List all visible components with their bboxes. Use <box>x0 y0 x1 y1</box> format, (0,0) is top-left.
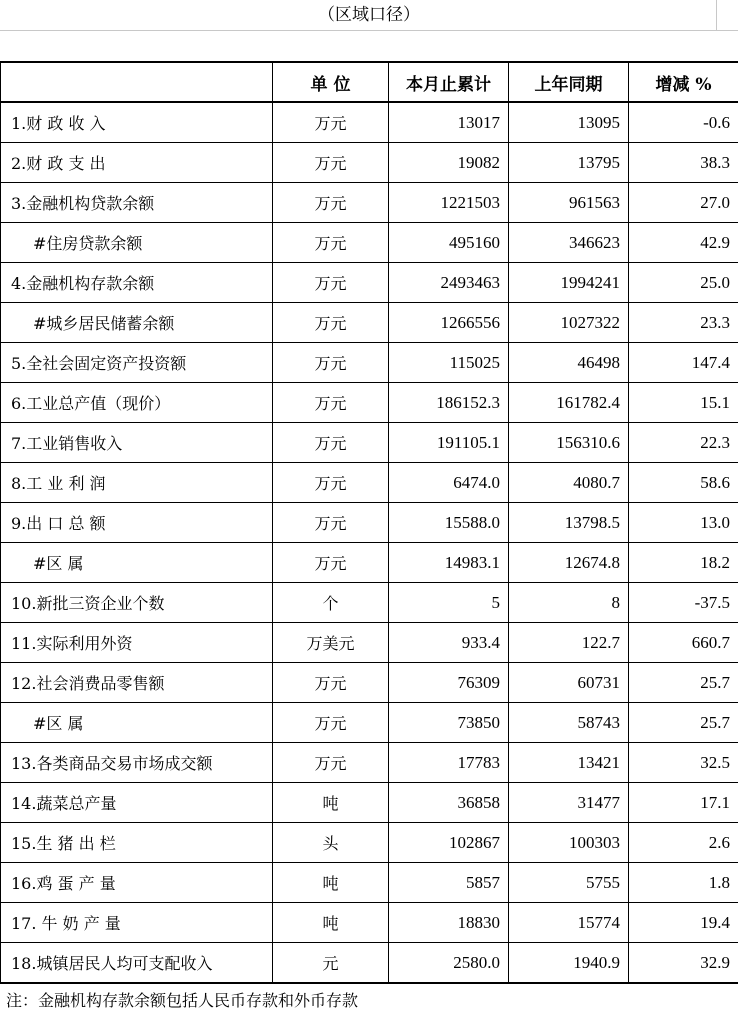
row-unit: 万元 <box>273 383 389 423</box>
row-change-percent: 13.0 <box>629 503 738 543</box>
row-unit: 万元 <box>273 543 389 583</box>
row-previous-value: 156310.6 <box>509 423 629 463</box>
row-item-label: 13.各类商品交易市场成交额 <box>1 743 273 783</box>
row-change-percent: 25.7 <box>629 703 738 743</box>
row-current-value: 933.4 <box>389 623 509 663</box>
row-item-label: #城乡居民储蓄余额 <box>1 303 273 343</box>
row-item-label: 7.工业销售收入 <box>1 423 273 463</box>
table-row <box>1 423 738 463</box>
row-current-value: 102867 <box>389 823 509 863</box>
row-item-label: 15.生 猪 出 栏 <box>1 823 273 863</box>
row-change-percent: 17.1 <box>629 783 738 823</box>
row-current-value: 495160 <box>389 223 509 263</box>
row-item-label: 14.蔬菜总产量 <box>1 783 273 823</box>
header-current: 本月止累计 <box>389 62 509 102</box>
row-current-value: 14983.1 <box>389 543 509 583</box>
header-item <box>1 62 273 102</box>
table-row <box>1 503 738 543</box>
row-change-percent: -0.6 <box>629 102 738 143</box>
row-change-percent: 18.2 <box>629 543 738 583</box>
row-previous-value: 13095 <box>509 102 629 143</box>
row-item-label: 2.财 政 支 出 <box>1 143 273 183</box>
row-unit: 万元 <box>273 743 389 783</box>
row-unit: 万元 <box>273 183 389 223</box>
row-item-label: 3.金融机构贷款余额 <box>1 183 273 223</box>
row-item-label: 6.工业总产值（现价） <box>1 383 273 423</box>
row-current-value: 36858 <box>389 783 509 823</box>
row-current-value: 13017 <box>389 102 509 143</box>
row-change-percent: 2.6 <box>629 823 738 863</box>
row-item-label: 16.鸡 蛋 产 量 <box>1 863 273 903</box>
row-previous-value: 60731 <box>509 663 629 703</box>
row-previous-value: 13795 <box>509 143 629 183</box>
table-row <box>1 703 738 743</box>
row-change-percent: 660.7 <box>629 623 738 663</box>
row-previous-value: 1027322 <box>509 303 629 343</box>
row-previous-value: 4080.7 <box>509 463 629 503</box>
row-previous-value: 1940.9 <box>509 943 629 984</box>
table-row <box>1 102 738 143</box>
row-unit: 万元 <box>273 703 389 743</box>
row-change-percent: 32.5 <box>629 743 738 783</box>
table-row <box>1 903 738 943</box>
table-row <box>1 543 738 583</box>
table-row <box>1 623 738 663</box>
row-item-label: 8.工 业 利 润 <box>1 463 273 503</box>
table-row <box>1 383 738 423</box>
row-unit: 万美元 <box>273 623 389 663</box>
row-unit: 万元 <box>273 223 389 263</box>
row-unit: 万元 <box>273 663 389 703</box>
row-item-label: 18.城镇居民人均可支配收入 <box>1 943 273 984</box>
row-change-percent: 22.3 <box>629 423 738 463</box>
row-item-label: #住房贷款余额 <box>1 223 273 263</box>
row-unit: 万元 <box>273 303 389 343</box>
row-previous-value: 46498 <box>509 343 629 383</box>
row-change-percent: 42.9 <box>629 223 738 263</box>
table-row <box>1 943 738 984</box>
row-previous-value: 1994241 <box>509 263 629 303</box>
table-subtitle: （区域口径） <box>318 5 420 25</box>
table-row <box>1 143 738 183</box>
table-row <box>1 823 738 863</box>
row-current-value: 76309 <box>389 663 509 703</box>
table-row <box>1 263 738 303</box>
row-item-label: 1.财 政 收 入 <box>1 102 273 143</box>
table-row <box>1 743 738 783</box>
row-current-value: 2493463 <box>389 263 509 303</box>
row-item-label: 5.全社会固定资产投资额 <box>1 343 273 383</box>
row-item-label: 4.金融机构存款余额 <box>1 263 273 303</box>
table-row <box>1 303 738 343</box>
table-row <box>1 863 738 903</box>
row-previous-value: 12674.8 <box>509 543 629 583</box>
row-current-value: 1221503 <box>389 183 509 223</box>
header-unit: 单 位 <box>273 62 389 102</box>
row-unit: 吨 <box>273 863 389 903</box>
row-current-value: 15588.0 <box>389 503 509 543</box>
table-body <box>1 102 738 983</box>
row-unit: 头 <box>273 823 389 863</box>
row-previous-value: 58743 <box>509 703 629 743</box>
table-row <box>1 783 738 823</box>
row-unit: 万元 <box>273 423 389 463</box>
row-current-value: 19082 <box>389 143 509 183</box>
row-previous-value: 122.7 <box>509 623 629 663</box>
row-current-value: 17783 <box>389 743 509 783</box>
row-change-percent: 147.4 <box>629 343 738 383</box>
row-change-percent: 1.8 <box>629 863 738 903</box>
row-unit: 吨 <box>273 783 389 823</box>
row-unit: 万元 <box>273 102 389 143</box>
table-row <box>1 463 738 503</box>
row-current-value: 6474.0 <box>389 463 509 503</box>
footnote: 注：金融机构存款余额包括人民币存款和外币存款 <box>6 991 359 1010</box>
row-item-label: #区 属 <box>1 703 273 743</box>
row-unit: 个 <box>273 583 389 623</box>
row-unit: 万元 <box>273 463 389 503</box>
row-previous-value: 100303 <box>509 823 629 863</box>
row-change-percent: 25.0 <box>629 263 738 303</box>
table-row <box>1 663 738 703</box>
table-row <box>1 583 738 623</box>
row-previous-value: 5755 <box>509 863 629 903</box>
row-change-percent: 27.0 <box>629 183 738 223</box>
row-current-value: 1266556 <box>389 303 509 343</box>
row-previous-value: 161782.4 <box>509 383 629 423</box>
row-change-percent: 58.6 <box>629 463 738 503</box>
row-unit: 吨 <box>273 903 389 943</box>
row-item-label: 10.新批三资企业个数 <box>1 583 273 623</box>
row-item-label: 17. 牛 奶 产 量 <box>1 903 273 943</box>
row-current-value: 115025 <box>389 343 509 383</box>
row-change-percent: 15.1 <box>629 383 738 423</box>
row-current-value: 18830 <box>389 903 509 943</box>
table-row <box>1 223 738 263</box>
row-current-value: 5857 <box>389 863 509 903</box>
row-previous-value: 13421 <box>509 743 629 783</box>
statistics-table <box>0 61 738 984</box>
row-unit: 万元 <box>273 143 389 183</box>
row-item-label: 12.社会消费品零售额 <box>1 663 273 703</box>
row-previous-value: 15774 <box>509 903 629 943</box>
row-item-label: 11.实际利用外资 <box>1 623 273 663</box>
header-row <box>1 62 738 102</box>
row-change-percent: -37.5 <box>629 583 738 623</box>
row-change-percent: 23.3 <box>629 303 738 343</box>
row-previous-value: 346623 <box>509 223 629 263</box>
table-row <box>1 183 738 223</box>
row-current-value: 73850 <box>389 703 509 743</box>
row-change-percent: 25.7 <box>629 663 738 703</box>
row-change-percent: 38.3 <box>629 143 738 183</box>
table-row <box>1 343 738 383</box>
row-unit: 万元 <box>273 263 389 303</box>
row-previous-value: 13798.5 <box>509 503 629 543</box>
row-item-label: 9.出 口 总 额 <box>1 503 273 543</box>
row-unit: 万元 <box>273 343 389 383</box>
row-previous-value: 8 <box>509 583 629 623</box>
row-unit: 元 <box>273 943 389 984</box>
header-change: 增减 % <box>629 62 738 102</box>
header-previous: 上年同期 <box>509 62 629 102</box>
row-change-percent: 19.4 <box>629 903 738 943</box>
row-current-value: 186152.3 <box>389 383 509 423</box>
row-current-value: 191105.1 <box>389 423 509 463</box>
row-current-value: 5 <box>389 583 509 623</box>
row-current-value: 2580.0 <box>389 943 509 984</box>
row-item-label: #区 属 <box>1 543 273 583</box>
row-change-percent: 32.9 <box>629 943 738 984</box>
row-previous-value: 961563 <box>509 183 629 223</box>
row-previous-value: 31477 <box>509 783 629 823</box>
grid-line <box>0 30 738 31</box>
row-unit: 万元 <box>273 503 389 543</box>
